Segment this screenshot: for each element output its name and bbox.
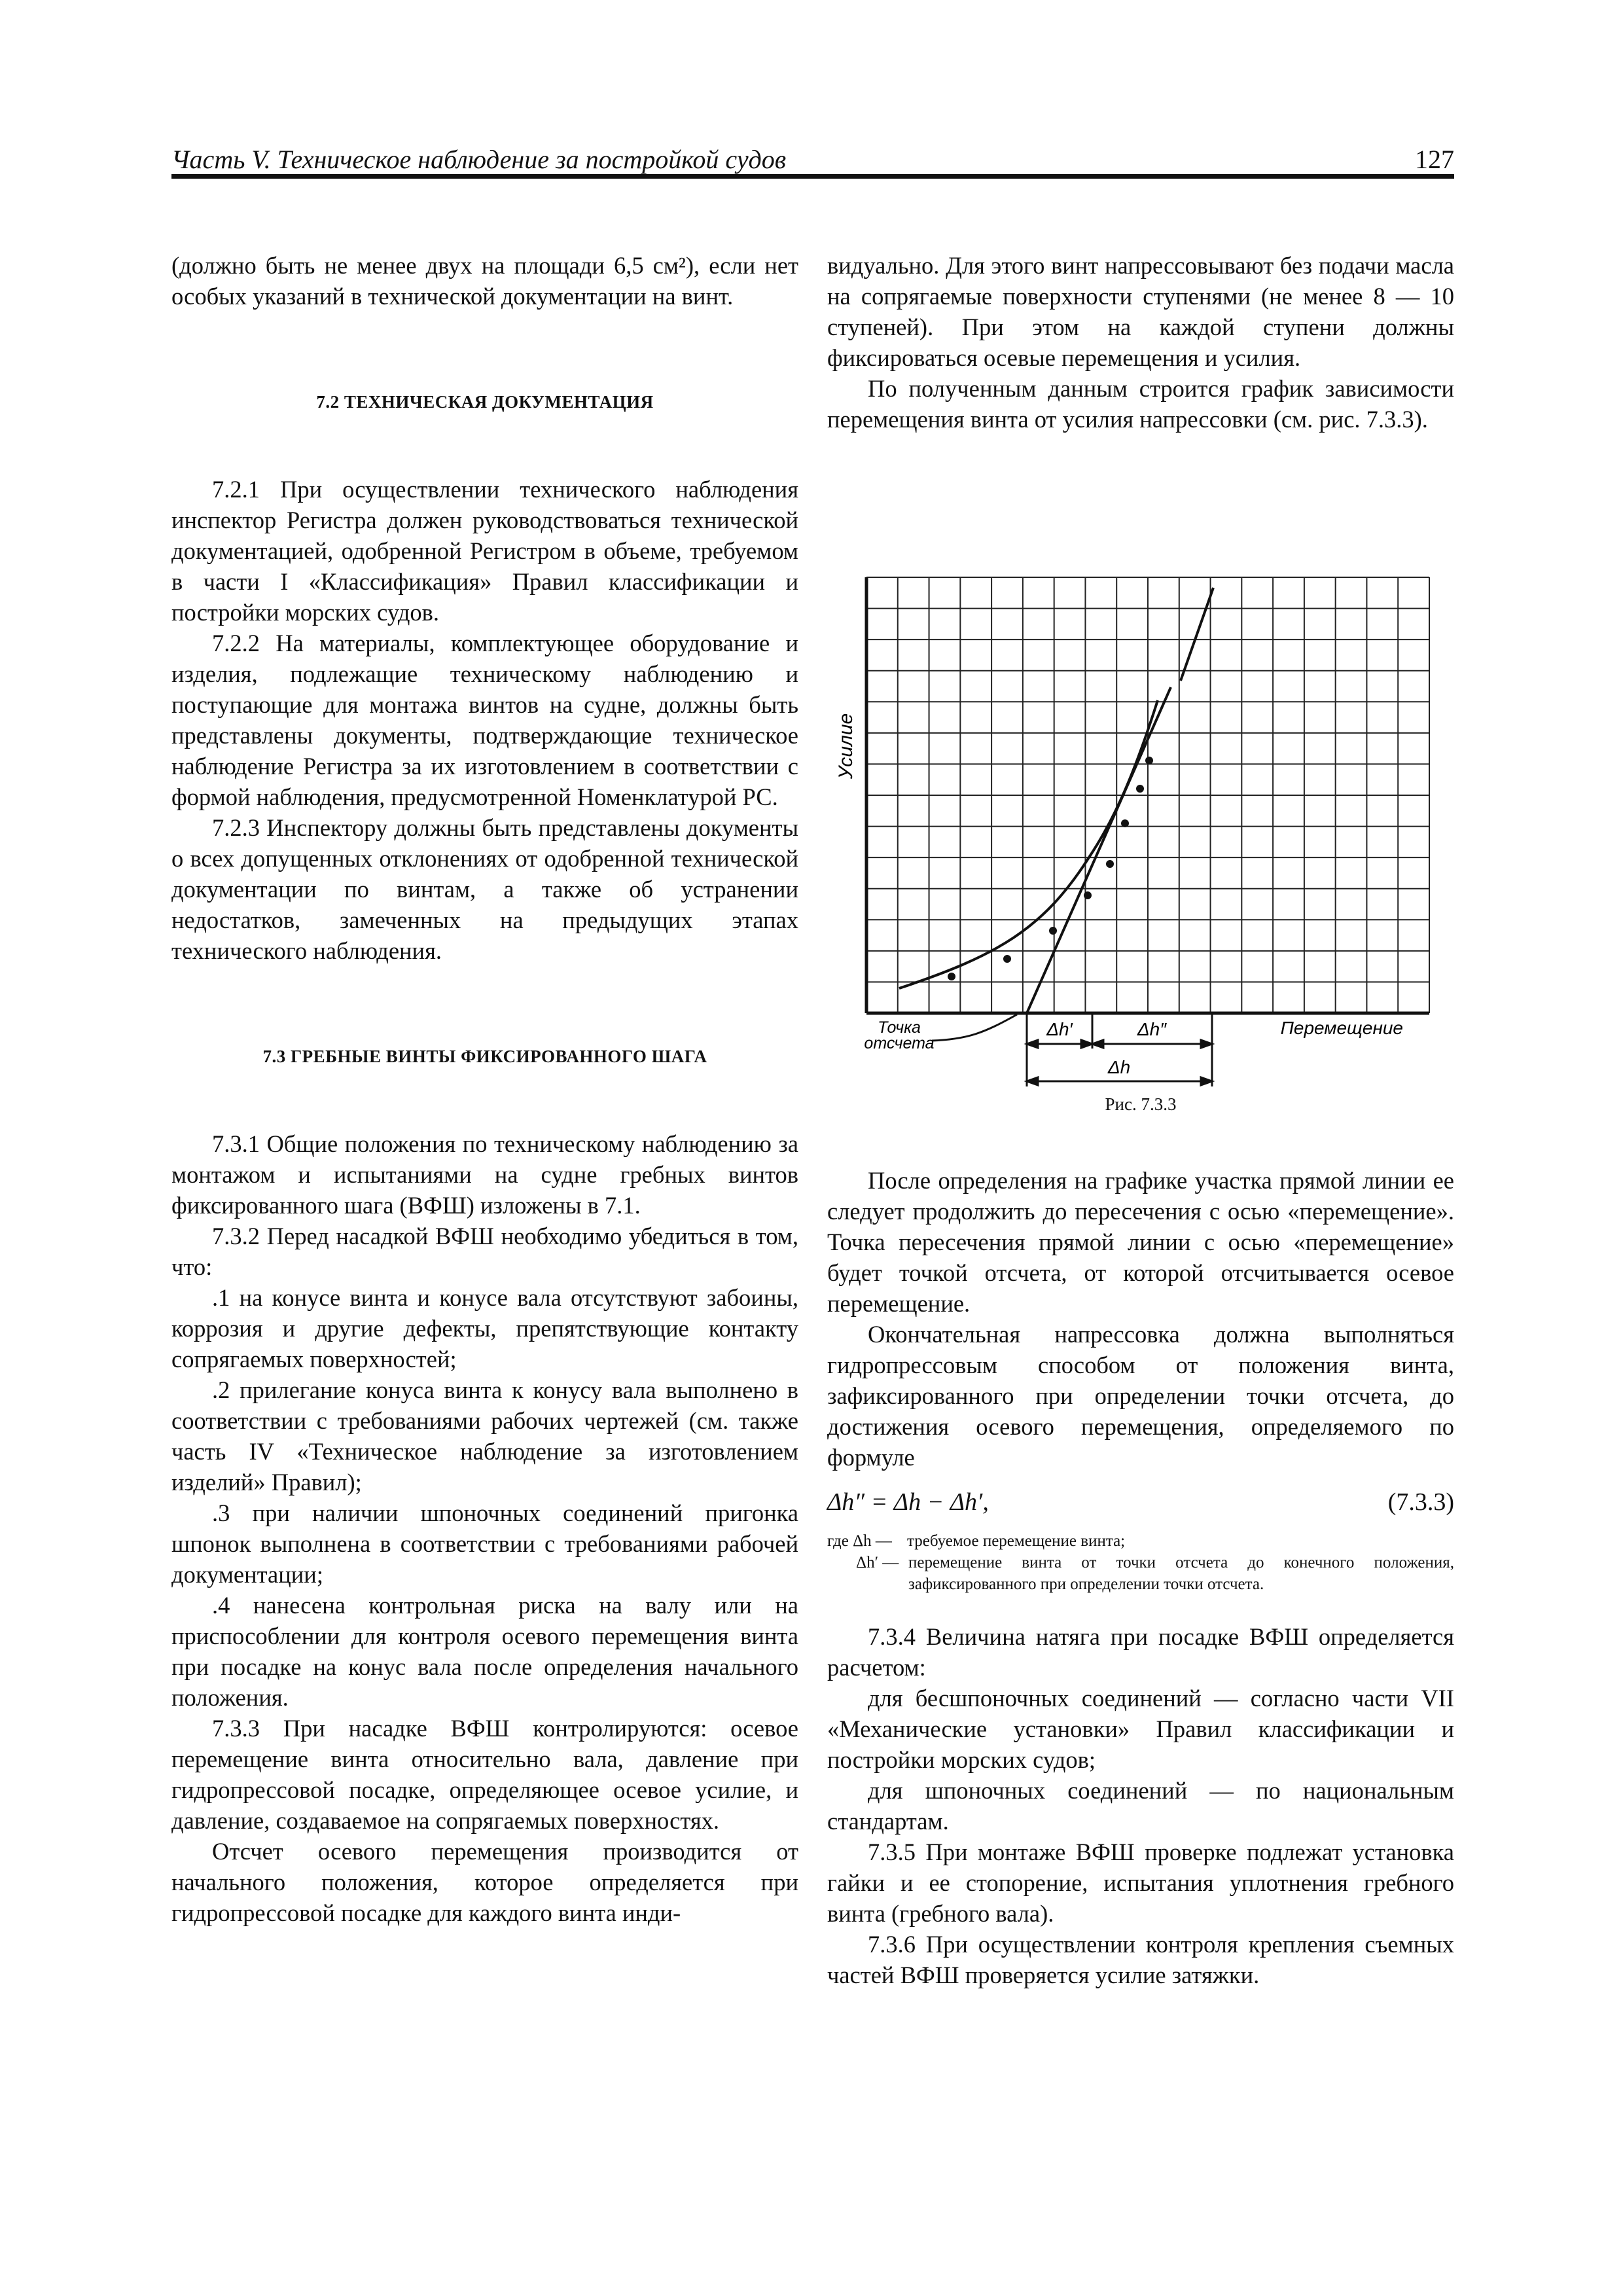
note-text: перемещение винта от точки отсчета до конечного положения, зафиксированного при определении точки отсчета. (908, 1554, 1454, 1593)
upper-line-segment (1181, 588, 1213, 681)
data-point (1084, 891, 1092, 899)
paragraph-text: Перед насадкой ВФШ необходимо убедиться в том, что: (171, 1223, 799, 1280)
section-7-3-heading: 7.3 ГРЕБНЫЕ ВИНТЫ ФИКСИРОВАННОГО ШАГА (262, 1047, 707, 1066)
list-item-number: .1 (212, 1284, 230, 1311)
formula-notes (827, 1530, 1454, 1595)
paragraph-after-figure-1: После определения на графике участка прямой линии ее следует продолжить до пересечения с осью «перемещение». Точка пересечения прямой линии с осью «перемещение» будет точкой отсчета, от которой отсчитывается осевое перемещение. (827, 1167, 1454, 1317)
right-column-bottom (827, 1165, 1454, 1990)
list-item-1 (171, 1282, 798, 1374)
formula-number: (7.3.3) (1387, 1488, 1454, 1516)
data-point (1136, 785, 1144, 793)
paragraph-7-3-2 (171, 1221, 798, 1282)
section-7-2-heading: 7.2 ТЕХНИЧЕСКАЯ ДОКУМЕНТАЦИЯ (316, 392, 654, 412)
paragraph-7-2-1 (171, 474, 798, 628)
left-column (171, 250, 798, 1928)
arrow-head (1027, 1077, 1038, 1085)
dh-label: Δh (1107, 1057, 1131, 1077)
paragraph-graph: По полученным данным строится график зависимости перемещения винта от усилия напрессовки (см. рис. 7.3.3). (827, 375, 1454, 433)
right-column-top (827, 250, 1454, 435)
paragraph-continuation: видуально. Для этого винт напрессовывают без подачи масла на сопрягаемые поверхности ступенями (не менее 8 — 10 ступеней). При этом на каждой ступени должны фиксироваться осевые перемещения и усилия. (827, 252, 1454, 371)
figure-caption: Рис. 7.3.3 (1105, 1094, 1177, 1114)
note-text: требуемое перемещение винта; (907, 1532, 1126, 1550)
paragraph-number: 7.3.6 (868, 1931, 916, 1958)
paragraph-7-2-3 (171, 812, 798, 966)
paragraph-number: 7.3.3 (212, 1715, 260, 1742)
paragraph-7-3-6 (827, 1929, 1454, 1990)
paragraph-number: 7.2.1 (212, 476, 260, 503)
dh-prime-label: Δh′ (1046, 1019, 1073, 1039)
paragraph-text: При осуществлении контроля крепления съемных частей ВФШ проверяется усилие затяжки. (827, 1931, 1455, 1988)
paragraph-number: 7.2.3 (212, 814, 260, 841)
list-item-number: .3 (212, 1499, 230, 1526)
x-axis-label: Перемещение (1280, 1018, 1403, 1038)
note-symbol: Δh′ — (856, 1554, 899, 1571)
list-item-number: .4 (212, 1592, 230, 1619)
paragraph-7-3-3-continued: Отсчет осевого перемещения производится от начального положения, которое определяется при гидропрессовой посадке для каждого винта инди- (171, 1838, 798, 1926)
running-header (171, 140, 1454, 179)
diagram-grid (866, 577, 1429, 1013)
list-item-number: .2 (212, 1376, 230, 1403)
list-item-text: при наличии шпоночных соединений пригонка шпонок выполнена в соответствии с требованиями рабочей документации; (171, 1499, 798, 1588)
list-item-text: на конусе винта и конусе вала отсутствуют забоины, коррозия и другие дефекты, препятствующие контакту сопрягаемых поверхностей; (171, 1284, 799, 1372)
figure-7-3-3 (827, 563, 1454, 1139)
paragraph-number: 7.3.4 (868, 1623, 916, 1650)
force-displacement-diagram (827, 563, 1454, 1139)
paragraph-7-3-4-b: для шпоночных соединений — по национальным стандартам. (827, 1777, 1454, 1835)
paragraph-text: При осуществлении технического наблюдения инспектор Регистра должен руководствоваться технической документацией, одобренной Регистром в объеме, требуемом в части I «Классификация» Правил классификации и постройки морских судов. (171, 476, 799, 626)
reference-point-label-line2: отсчета (864, 1034, 935, 1052)
extrapolated-line (1027, 687, 1171, 1013)
paragraph-after-figure-2: Окончательная напрессовка должна выполняться гидропрессовым способом от положения винта, зафиксированного при определении точки отсчета, до достижения осевого перемещения, определяемого по формуле (827, 1321, 1454, 1471)
list-item-text: прилегание конуса винта к конусу вала выполнено в соответствии с требованиями рабочих чертежей (см. также часть IV «Техническое наблюдение за изготовлением изделий» Правил); (171, 1376, 799, 1496)
formula-7-3-3 (827, 1486, 1454, 1518)
measured-curve (899, 700, 1158, 988)
paragraph-number: 7.3.1 (212, 1130, 260, 1157)
list-item-2 (171, 1374, 798, 1498)
arrow-head (1027, 1040, 1038, 1048)
paragraph-number: 7.2.2 (212, 630, 260, 656)
data-point (948, 973, 955, 980)
paragraph-7-3-5 (827, 1837, 1454, 1929)
paragraph-7-3-3 (171, 1713, 798, 1836)
data-point (1121, 819, 1129, 827)
data-point (1145, 757, 1153, 764)
list-item-text: нанесена контрольная риска на валу или на приспособлении для контроля осевого перемещения винта при посадке на конус вала после определения начального положения. (171, 1592, 798, 1711)
arrow-head (1201, 1077, 1212, 1085)
note-dh (827, 1530, 1454, 1552)
data-point (1049, 927, 1057, 935)
paragraph-7-3-4 (827, 1621, 1454, 1683)
list-item-3 (171, 1498, 798, 1590)
paragraph-text: При насадке ВФШ контролируются: осевое перемещение винта относительно вала, давление при гидропрессовой посадке, определяющее осевое усилие, и давление, создаваемое на сопрягаемых поверхностях. (171, 1715, 798, 1834)
arrow-head (1092, 1040, 1103, 1048)
arrow-head (1201, 1040, 1212, 1048)
y-axis-label: Усилие (835, 713, 857, 780)
reference-point-label-line1: Точка (878, 1018, 921, 1037)
header-rule (171, 174, 1454, 179)
formula-expression: Δh″ = Δh − Δh′, (827, 1488, 989, 1516)
paragraph-text: При монтаже ВФШ проверке подлежат установка гайки и ее стопорение, испытания уплотнения гребного винта (гребного вала). (827, 1839, 1454, 1927)
data-point (1003, 955, 1011, 963)
paragraph-text: Инспектору должны быть представлены документы о всех допущенных отклонениях от одобренной технической документации по винтам, а также об устранении недостатков, замеченных на предыдущих этапах технического наблюдения. (171, 814, 799, 964)
header-title: Часть V. Техническое наблюдение за постройкой судов (171, 145, 787, 174)
note-symbol: где Δh — (827, 1532, 892, 1550)
intro-paragraph: (должно быть не менее двух на площади 6,5 см²), если нет особых указаний в технической документации на винт. (171, 252, 798, 310)
paragraph-number: 7.3.2 (212, 1223, 260, 1249)
list-item-4 (171, 1590, 798, 1713)
dh-double-prime-label: Δh″ (1137, 1019, 1167, 1039)
page-number: 127 (1415, 145, 1454, 174)
data-points (948, 757, 1153, 980)
paragraph-7-3-4-a: для бесшпоночных соединений — согласно части VII «Механические установки» Правил классификации и постройки морских судов; (827, 1685, 1454, 1773)
note-dh-prime (827, 1552, 1454, 1595)
reference-point-leader (932, 1014, 1017, 1041)
paragraph-7-3-1 (171, 1128, 798, 1221)
data-point (1106, 860, 1114, 868)
paragraph-text: Величина натяга при посадке ВФШ определяется расчетом: (827, 1623, 1455, 1681)
paragraph-7-2-2 (171, 628, 798, 812)
paragraph-number: 7.3.5 (868, 1839, 916, 1865)
paragraph-text: На материалы, комплектующее оборудование и изделия, подлежащие техническому наблюдению и поступающие для монтажа винтов на судне, должны быть представлены документы, подтверждающие техническое наблюдение Регистра за их изготовлением в соответствии с формой наблюдения, предусмотренной Номенклатурой РС. (171, 630, 799, 810)
paragraph-text: Общие положения по техническому наблюдению за монтажом и испытаниями на судне гребных винтов фиксированного шага (ВФШ) изложены в 7.1. (171, 1130, 798, 1219)
